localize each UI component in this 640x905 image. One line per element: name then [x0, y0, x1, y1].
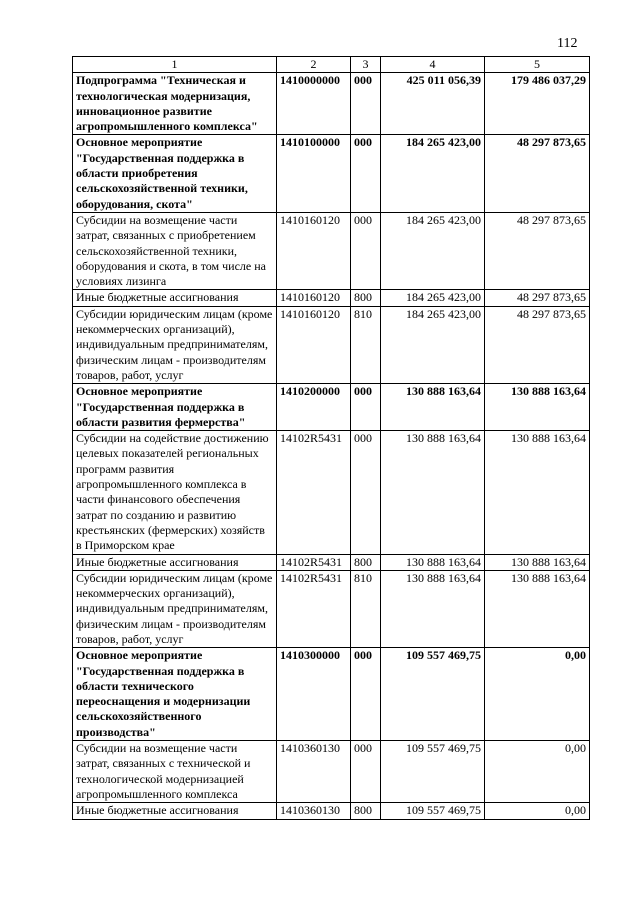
header-row [73, 57, 590, 73]
row-name-cell: Субсидии на содействие достижению целевых показателей региональных программ развития агропромышленного комплекса в части финансового обеспечения затрат по созданию и развитию крестьянских (фермерских) хозяйств в Приморском крае [73, 431, 277, 554]
budget-table-body [73, 57, 590, 820]
row-type-cell: 800 [351, 803, 381, 819]
row-type-cell: 800 [351, 554, 381, 570]
header-cell-2: 2 [277, 57, 351, 73]
row-value-5-cell: 179 486 037,29 [485, 73, 590, 135]
row-name-cell: Иные бюджетные ассигнования [73, 290, 277, 306]
row-name-cell: Субсидии юридическим лицам (кроме некоммерческих организаций), индивидуальным предпринимателям, физическим лицам - производителям товаров, работ, услуг [73, 306, 277, 383]
row-type-cell: 000 [351, 135, 381, 212]
header-cell-1: 1 [73, 57, 277, 73]
row-value-5-cell: 130 888 163,64 [485, 431, 590, 554]
row-code-cell: 14102R5431 [277, 431, 351, 554]
header-cell-5: 5 [485, 57, 590, 73]
row-value-5-cell: 48 297 873,65 [485, 135, 590, 212]
row-value-4-cell: 130 888 163,64 [381, 431, 485, 554]
row-type-cell: 810 [351, 570, 381, 647]
row-type-cell: 000 [351, 741, 381, 803]
table-row [73, 741, 590, 803]
row-code-cell: 14102R5431 [277, 570, 351, 647]
table-row [73, 384, 590, 431]
row-value-5-cell: 0,00 [485, 803, 590, 819]
row-name-cell: Подпрограмма "Техническая и технологическая модернизация, инновационное развитие агропромышленного комплекса" [73, 73, 277, 135]
table-row [73, 570, 590, 647]
row-value-4-cell: 184 265 423,00 [381, 290, 485, 306]
row-type-cell: 000 [351, 648, 381, 741]
row-code-cell: 1410160120 [277, 306, 351, 383]
row-name-cell: Основное мероприятие "Государственная поддержка в области технического переоснащения и модернизации сельскохозяйственного производства" [73, 648, 277, 741]
row-name-cell: Иные бюджетные ассигнования [73, 554, 277, 570]
row-code-cell: 1410160120 [277, 290, 351, 306]
row-value-4-cell: 184 265 423,00 [381, 306, 485, 383]
budget-table [72, 56, 590, 820]
row-value-4-cell: 109 557 469,75 [381, 803, 485, 819]
header-cell-3: 3 [351, 57, 381, 73]
row-code-cell: 1410000000 [277, 73, 351, 135]
row-name-cell: Субсидии на возмещение части затрат, связанных с технической и технологической модернизацией агропромышленного комплекса [73, 741, 277, 803]
table-row [73, 212, 590, 289]
row-code-cell: 1410360130 [277, 741, 351, 803]
row-name-cell: Основное мероприятие "Государственная поддержка в области развития фермерства" [73, 384, 277, 431]
row-value-5-cell: 48 297 873,65 [485, 306, 590, 383]
row-value-5-cell: 130 888 163,64 [485, 384, 590, 431]
table-row [73, 648, 590, 741]
row-name-cell: Субсидии юридическим лицам (кроме некоммерческих организаций), индивидуальным предпринимателям, физическим лицам - производителям товаров, работ, услуг [73, 570, 277, 647]
row-code-cell: 14102R5431 [277, 554, 351, 570]
row-value-5-cell: 48 297 873,65 [485, 290, 590, 306]
row-code-cell: 1410200000 [277, 384, 351, 431]
row-value-5-cell: 130 888 163,64 [485, 554, 590, 570]
row-value-4-cell: 184 265 423,00 [381, 212, 485, 289]
row-code-cell: 1410360130 [277, 803, 351, 819]
row-name-cell: Иные бюджетные ассигнования [73, 803, 277, 819]
row-type-cell: 800 [351, 290, 381, 306]
row-value-4-cell: 425 011 056,39 [381, 73, 485, 135]
row-value-5-cell: 0,00 [485, 648, 590, 741]
page-number: 112 [557, 36, 578, 51]
row-type-cell: 000 [351, 73, 381, 135]
row-type-cell: 000 [351, 384, 381, 431]
table-row [73, 73, 590, 135]
row-value-4-cell: 184 265 423,00 [381, 135, 485, 212]
row-value-5-cell: 0,00 [485, 741, 590, 803]
table-row [73, 431, 590, 554]
row-value-4-cell: 109 557 469,75 [381, 741, 485, 803]
row-code-cell: 1410300000 [277, 648, 351, 741]
row-value-4-cell: 130 888 163,64 [381, 384, 485, 431]
table-row [73, 306, 590, 383]
table-row [73, 135, 590, 212]
header-cell-4: 4 [381, 57, 485, 73]
row-value-5-cell: 130 888 163,64 [485, 570, 590, 647]
table-row [73, 290, 590, 306]
row-value-4-cell: 109 557 469,75 [381, 648, 485, 741]
row-code-cell: 1410160120 [277, 212, 351, 289]
row-value-4-cell: 130 888 163,64 [381, 570, 485, 647]
row-type-cell: 000 [351, 431, 381, 554]
row-value-5-cell: 48 297 873,65 [485, 212, 590, 289]
row-code-cell: 1410100000 [277, 135, 351, 212]
row-type-cell: 000 [351, 212, 381, 289]
row-name-cell: Субсидии на возмещение части затрат, связанных с приобретением сельскохозяйственной техники, оборудования и скота, в том числе на условиях лизинга [73, 212, 277, 289]
table-row [73, 554, 590, 570]
row-value-4-cell: 130 888 163,64 [381, 554, 485, 570]
row-type-cell: 810 [351, 306, 381, 383]
table-row [73, 803, 590, 819]
row-name-cell: Основное мероприятие "Государственная поддержка в области приобретения сельскохозяйственной техники, оборудования, скота" [73, 135, 277, 212]
